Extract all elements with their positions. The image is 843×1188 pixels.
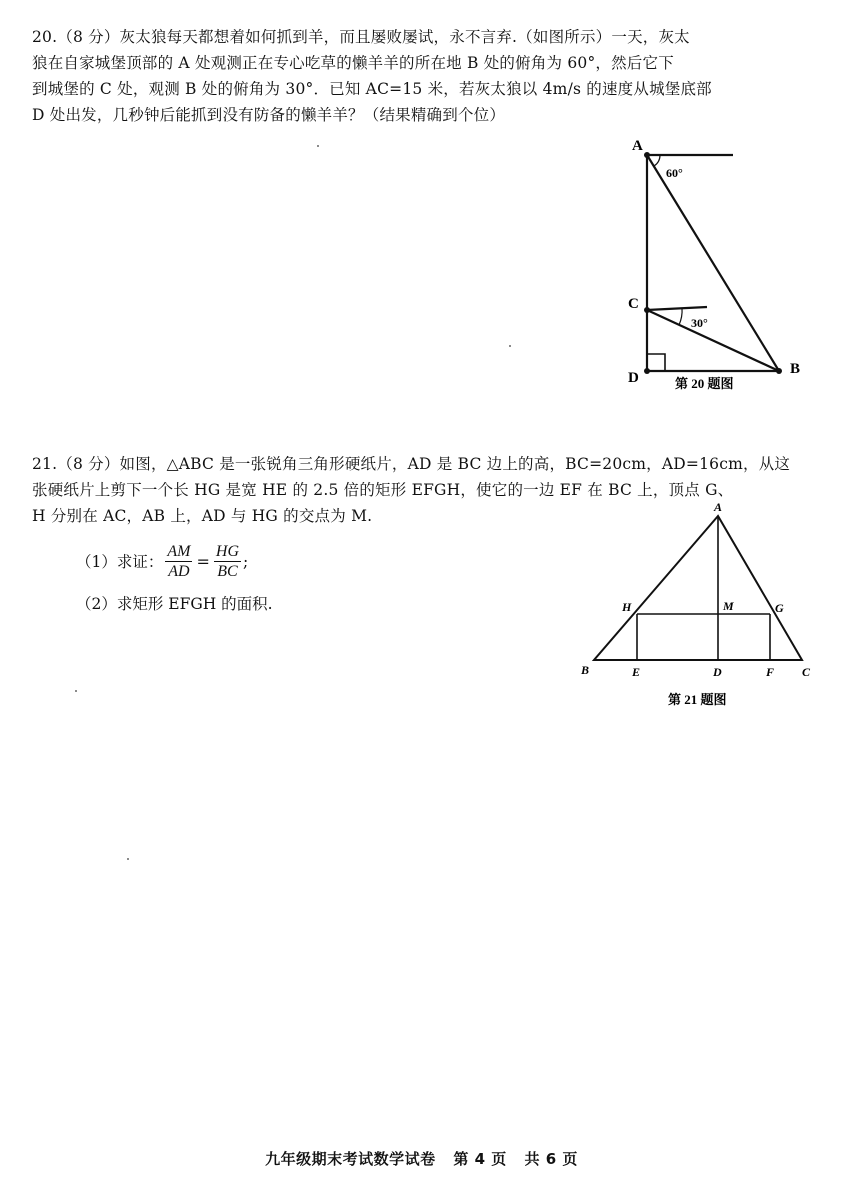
question-21-part-2: （2）求矩形 EFGH 的面积. — [76, 595, 273, 613]
point-label-D: D — [628, 370, 639, 386]
point-label-C: C — [802, 665, 811, 679]
question-20-line: D 处出发，几秒钟后能抓到没有防备的懒羊羊？（结果精确到个位） — [32, 106, 506, 124]
footer-page-number: 第 4 页 — [453, 1150, 507, 1168]
part-1-suffix: ; — [243, 552, 249, 571]
point-label-A: A — [714, 500, 723, 514]
scan-speck — [75, 690, 77, 692]
figure-20-caption: 第 20 题图 — [675, 376, 734, 391]
point-label-B: B — [581, 663, 590, 677]
angle-label-60: 60° — [666, 166, 683, 180]
angle-arc-C — [679, 308, 682, 325]
angle-arc-A — [654, 155, 660, 166]
point-A-dot — [644, 152, 650, 158]
question-20-line: 狼在自家城堡顶部的 A 处观测正在专心吃草的懒羊羊的所在地 B 处的俯角为 60°，然后它下 — [32, 54, 674, 72]
point-B-dot — [776, 368, 782, 374]
figure-21 — [560, 500, 820, 715]
figure-21-caption: 第 21 题图 — [668, 692, 727, 707]
point-D-dot — [644, 368, 650, 374]
point-label-D: D — [713, 665, 722, 679]
point-label-M: M — [723, 599, 734, 613]
segment-AB — [647, 155, 779, 371]
question-20-line: 20.（8 分）灰太狼每天都想着如何抓到羊，而且屡败屡试，永不言弃.（如图所示）一天，灰太 — [32, 28, 690, 46]
fraction-numerator: AM — [167, 543, 191, 560]
fraction-denominator: AD — [168, 563, 190, 580]
point-label-C: C — [628, 296, 639, 312]
angle-label-30: 30° — [691, 316, 708, 330]
point-label-A: A — [632, 138, 643, 154]
footer-total-pages: 共 6 页 — [524, 1150, 578, 1168]
right-angle-mark — [647, 354, 665, 371]
part-1-prefix: （1）求证： — [76, 552, 164, 571]
fraction-hg-bc — [214, 542, 241, 581]
point-label-H: H — [622, 600, 632, 614]
footer-title: 九年级期末考试数学试卷 — [265, 1150, 436, 1168]
horizontal-line-C — [647, 307, 707, 310]
question-21-part-1 — [76, 542, 248, 581]
question-21-line: 张硬纸片上剪下一个长 HG 是宽 HE 的 2.5 倍的矩形 EFGH，使它的一边 EF 在 BC 上，顶点 G、 — [32, 481, 734, 499]
question-20-line: 到城堡的 C 处，观测 B 处的俯角为 30°．已知 AC=15 米，若灰太狼以 4m/s 的速度从城堡底部 — [32, 80, 712, 98]
fraction-am-ad — [165, 542, 192, 581]
equals-sign: = — [196, 551, 210, 571]
point-label-B: B — [790, 361, 801, 377]
scan-speck — [509, 345, 511, 347]
scan-speck — [317, 145, 319, 147]
question-20-text — [32, 24, 822, 128]
question-21-line: 21.（8 分）如图，△ABC 是一张锐角三角形硬纸片，AD 是 BC 边上的高，BC=20cm，AD=16cm，从这 — [32, 455, 791, 473]
figure-20 — [600, 130, 810, 400]
point-label-G: G — [775, 601, 784, 615]
fraction-numerator: HG — [215, 543, 239, 560]
fraction-denominator: BC — [217, 563, 238, 580]
question-21-line: H 分别在 AC，AB 上，AD 与 HG 的交点为 M. — [32, 507, 373, 525]
point-C-dot — [644, 307, 650, 313]
point-label-F: F — [766, 665, 775, 679]
page-footer — [0, 1148, 843, 1169]
scan-speck — [127, 858, 129, 860]
point-label-E: E — [632, 665, 641, 679]
